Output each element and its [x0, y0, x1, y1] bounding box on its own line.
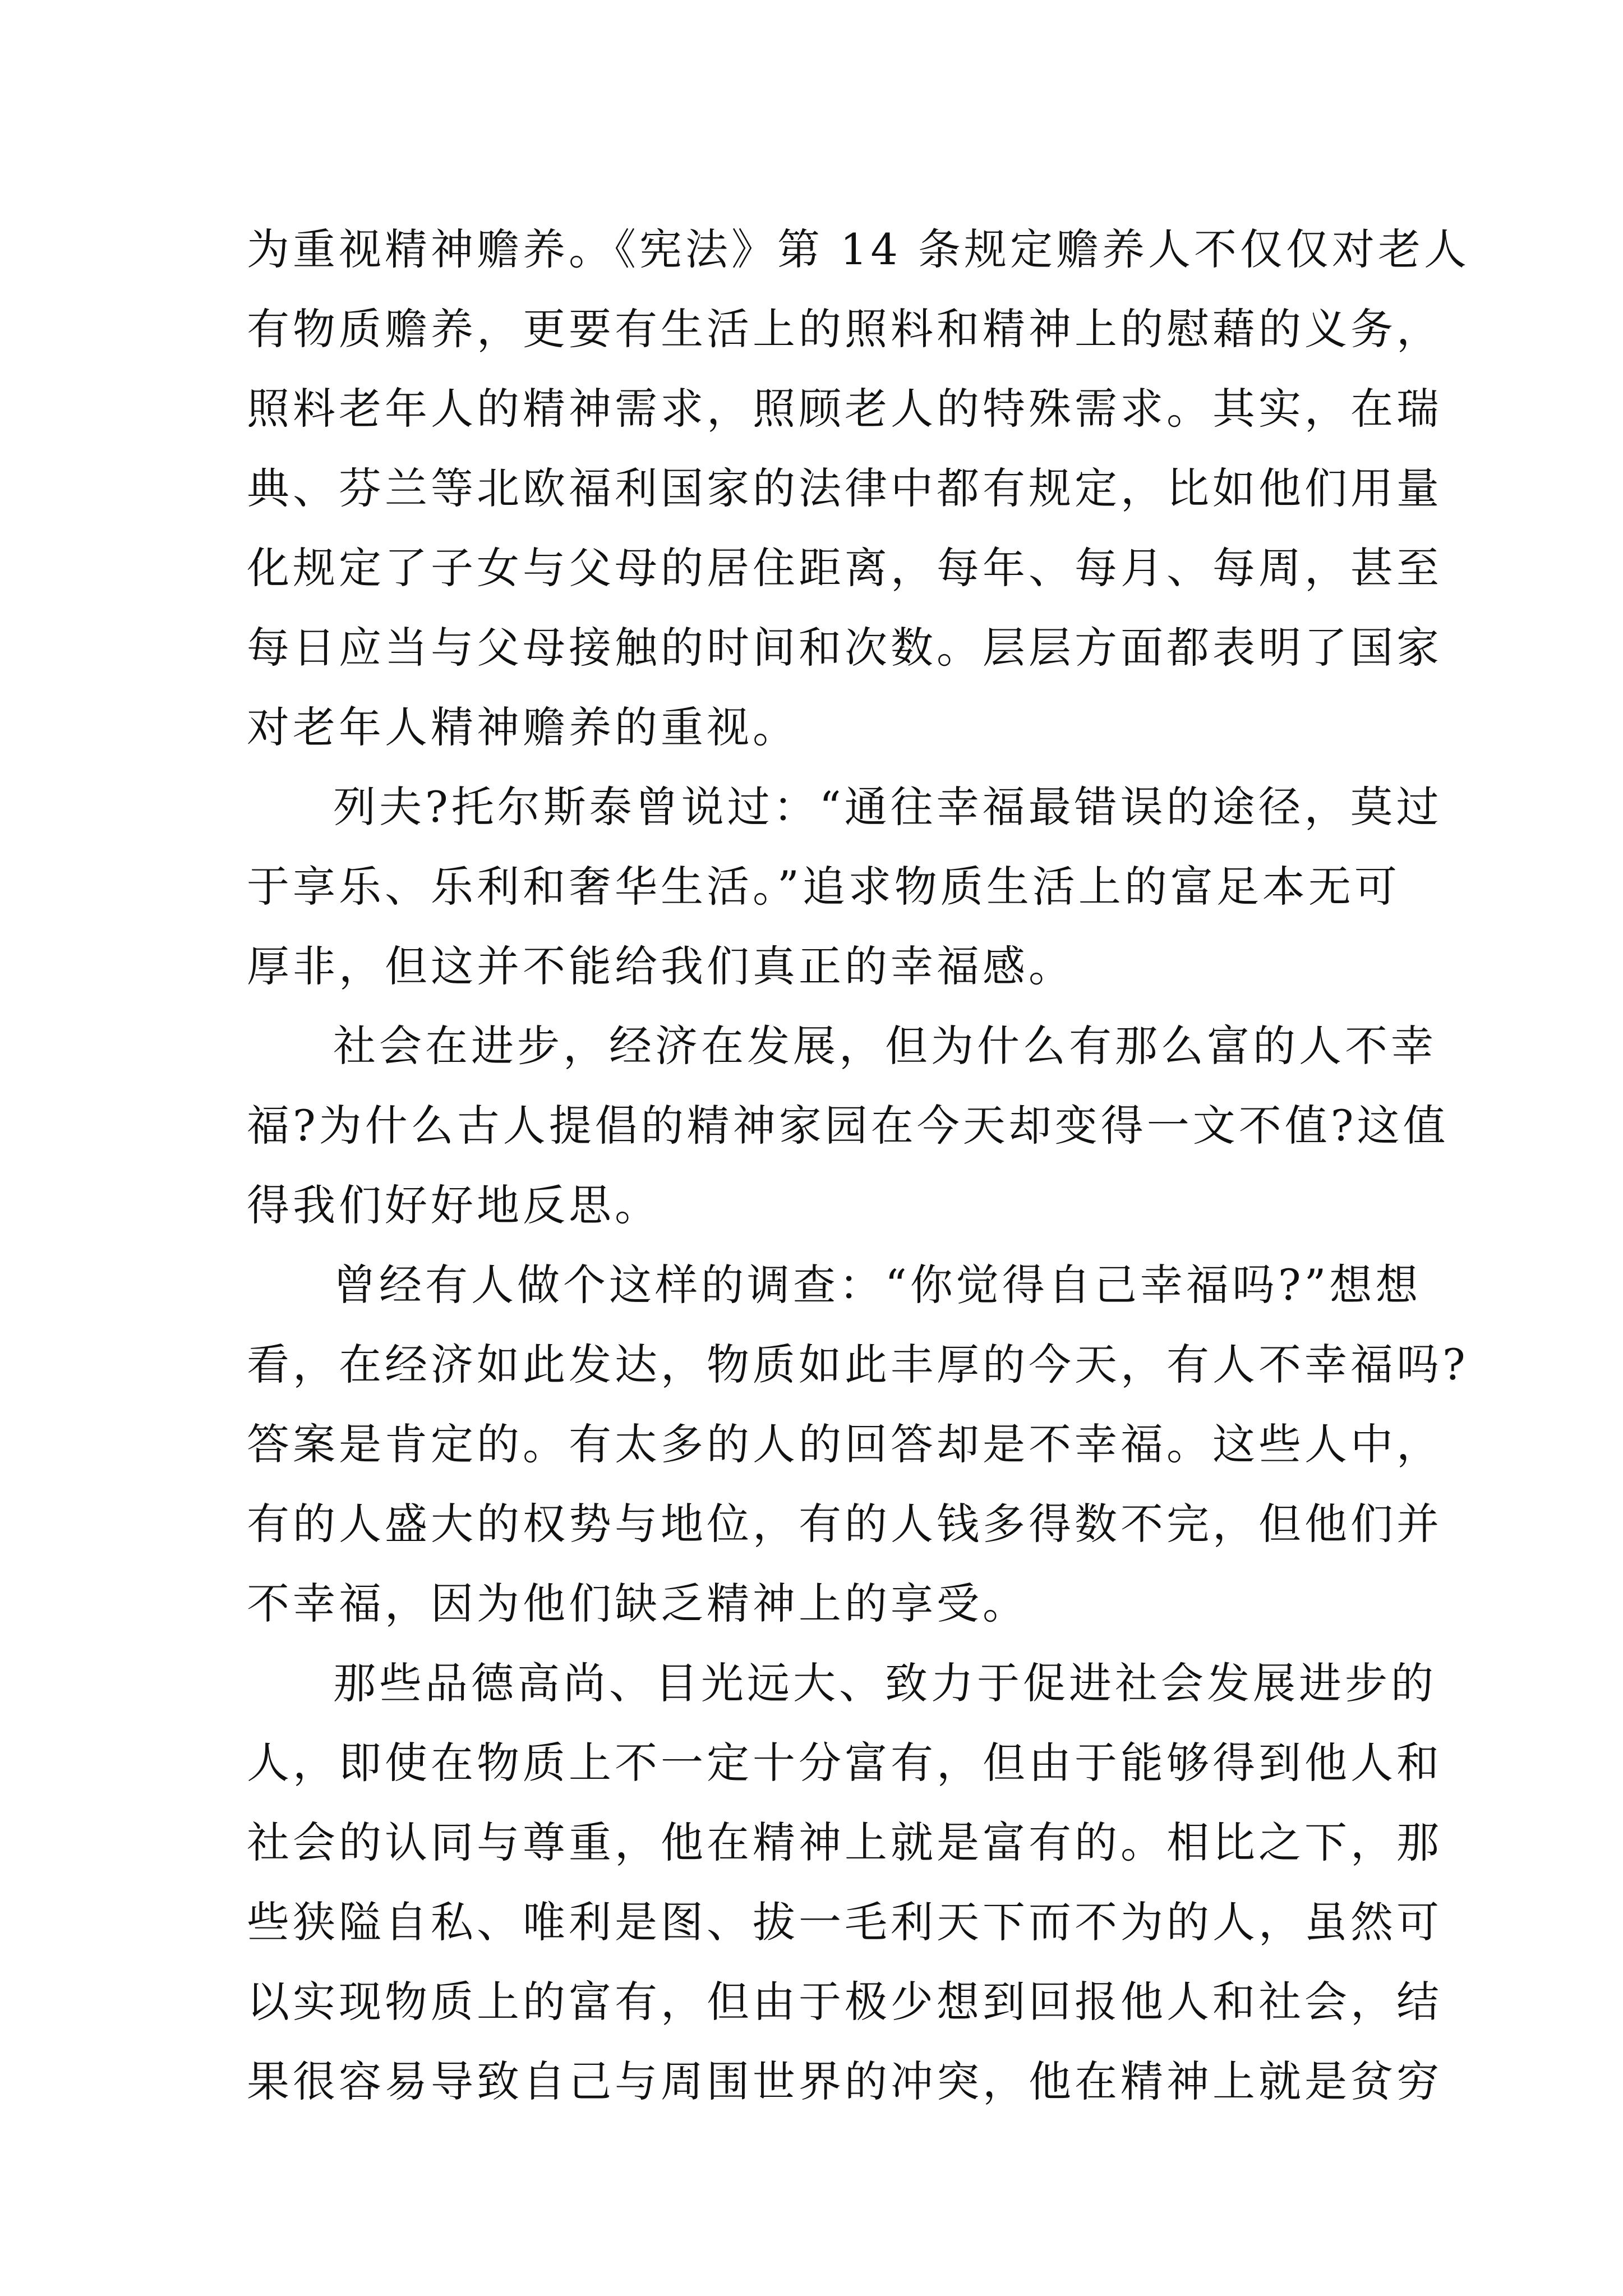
text-line: 人，即使在物质上不一定十分富有，但由于能够得到他人和 — [247, 1738, 1442, 1788]
text-line: 每日应当与父母接触的时间和次数。层层方面都表明了国家 — [247, 623, 1442, 673]
text-line: 社会的认同与尊重，他在精神上就是富有的。相比之下，那 — [247, 1818, 1442, 1867]
text-line: 得我们好好地反思。 — [247, 1180, 661, 1230]
text-line: 有的人盛大的权势与地位，有的人钱多得数不完，但他们并 — [247, 1499, 1442, 1549]
text-line: 些狭隘自私、唯利是图、拔一毛利天下而不为的人，虽然可 — [247, 1897, 1442, 1947]
paragraph-start-line: 列夫?托尔斯泰曾说过：“通往幸福最错误的途径，莫过 — [333, 782, 1442, 832]
text-line: 果很容易导致自己与周围世界的冲突，他在精神上就是贫穷 — [247, 2056, 1442, 2106]
paragraph-start-line: 那些品德高尚、目光远大、致力于促进社会发展进步的 — [333, 1658, 1437, 1708]
text-line: 照料老年人的精神需求，照顾老人的特殊需求。其实，在瑞 — [247, 384, 1442, 434]
paragraph-start-line: 社会在进步，经济在发展，但为什么有那么富的人不幸 — [333, 1021, 1437, 1071]
text-line: 化规定了子女与父母的居住距离，每年、每月、每周，甚至 — [247, 543, 1442, 593]
text-line: 于享乐、乐利和奢华生活。”追求物质生活上的富足本无可 — [247, 862, 1400, 912]
text-line: 看，在经济如此发达，物质如此丰厚的今天，有人不幸福吗? — [247, 1340, 1469, 1389]
text-line: 答案是肯定的。有太多的人的回答却是不幸福。这些人中， — [247, 1419, 1442, 1469]
text-line: 有物质赡养，更要有生活上的照料和精神上的慰藉的义务， — [247, 304, 1442, 354]
text-line: 厚非，但这并不能给我们真正的幸福感。 — [247, 941, 1075, 991]
text-line: 对老年人精神赡养的重视。 — [247, 702, 799, 752]
text-line: 福?为什么古人提倡的精神家园在今天却变得一文不值?这值 — [247, 1101, 1449, 1151]
body-text — [247, 210, 1470, 2122]
text-line: 以实现物质上的富有，但由于极少想到回报他人和社会，结 — [247, 1977, 1442, 2027]
paragraph-start-line: 曾经有人做个这样的调查：“你觉得自己幸福吗?”想想 — [333, 1260, 1422, 1310]
text-line: 典、芬兰等北欧福利国家的法律中都有规定，比如他们用量 — [247, 463, 1442, 513]
text-line: 为重视精神赡养。《宪法》第 14 条规定赡养人不仅仅对老人 — [247, 224, 1470, 274]
text-line: 不幸福，因为他们缺乏精神上的享受。 — [247, 1579, 1029, 1628]
